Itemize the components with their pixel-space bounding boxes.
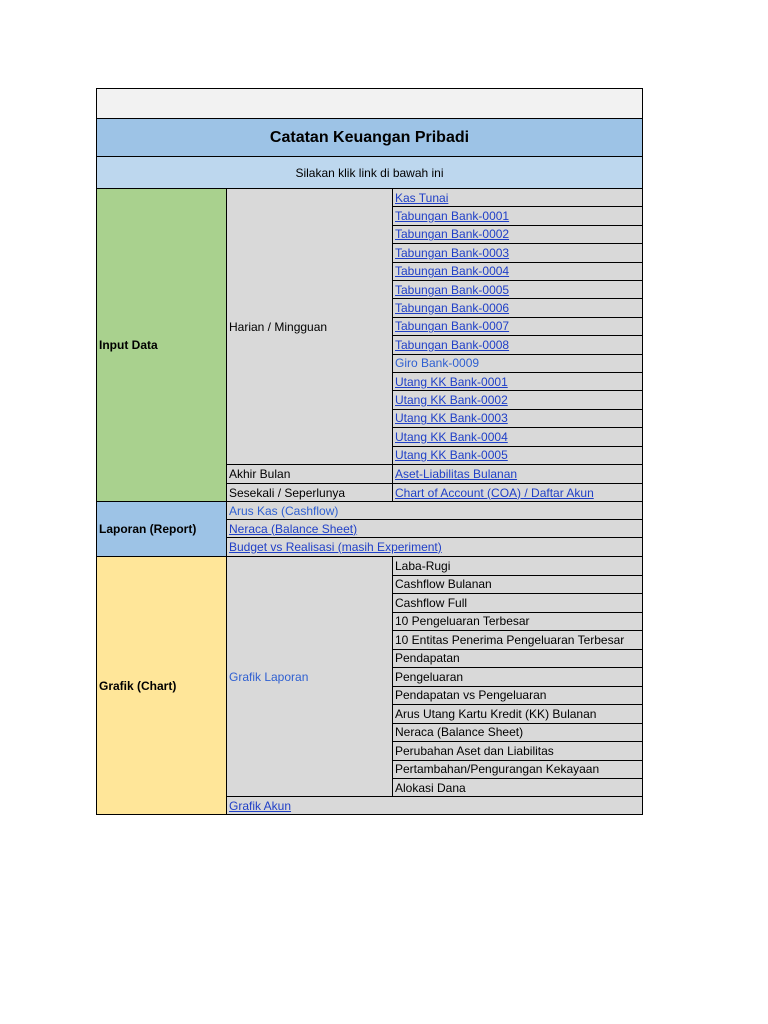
section-input-data: Input Data bbox=[96, 188, 227, 502]
grafik-item[interactable]: Cashflow Full bbox=[392, 593, 643, 613]
grafik-item[interactable]: Laba-Rugi bbox=[392, 556, 643, 576]
link-tabungan-bank-0003[interactable]: Tabungan Bank-0003 bbox=[392, 243, 643, 262]
grafik-item[interactable]: Pendapatan bbox=[392, 649, 643, 669]
link-budget-vs-realisasi[interactable]: Budget vs Realisasi (masih Experiment) bbox=[226, 537, 643, 557]
link-grafik-akun[interactable]: Grafik Akun bbox=[226, 796, 643, 815]
link-chart-of-account[interactable]: Chart of Account (COA) / Daftar Akun bbox=[392, 483, 643, 502]
section-grafik: Grafik (Chart) bbox=[96, 556, 227, 815]
grafik-item[interactable]: Pendapatan vs Pengeluaran bbox=[392, 686, 643, 706]
section-laporan: Laporan (Report) bbox=[96, 501, 227, 557]
blank-header-row bbox=[96, 88, 643, 119]
grafik-item[interactable]: 10 Entitas Penerima Pengeluaran Terbesar bbox=[392, 630, 643, 650]
grafik-item[interactable]: Pertambahan/Pengurangan Kekayaan bbox=[392, 760, 643, 780]
page-subtitle: Silakan klik link di bawah ini bbox=[96, 156, 643, 189]
link-tabungan-bank-0002[interactable]: Tabungan Bank-0002 bbox=[392, 225, 643, 244]
link-giro-bank-0009[interactable]: Giro Bank-0009 bbox=[392, 354, 643, 373]
link-tabungan-bank-0008[interactable]: Tabungan Bank-0008 bbox=[392, 335, 643, 354]
link-neraca[interactable]: Neraca (Balance Sheet) bbox=[226, 519, 643, 538]
link-tabungan-bank-0005[interactable]: Tabungan Bank-0005 bbox=[392, 280, 643, 299]
grafik-item[interactable]: Pengeluaran bbox=[392, 667, 643, 687]
link-tabungan-bank-0006[interactable]: Tabungan Bank-0006 bbox=[392, 298, 643, 317]
link-utang-kk-bank-0005[interactable]: Utang KK Bank-0005 bbox=[392, 446, 643, 465]
link-arus-kas[interactable]: Arus Kas (Cashflow) bbox=[226, 501, 643, 520]
link-grafik-laporan[interactable]: Grafik Laporan bbox=[226, 556, 393, 797]
sesekali-label: Sesekali / Seperlunya bbox=[226, 483, 393, 502]
spreadsheet bbox=[96, 88, 643, 815]
link-utang-kk-bank-0002[interactable]: Utang KK Bank-0002 bbox=[392, 390, 643, 409]
link-kas-tunai[interactable]: Kas Tunai bbox=[392, 188, 643, 207]
link-tabungan-bank-0007[interactable]: Tabungan Bank-0007 bbox=[392, 317, 643, 336]
link-tabungan-bank-0004[interactable]: Tabungan Bank-0004 bbox=[392, 262, 643, 281]
page-title: Catatan Keuangan Pribadi bbox=[96, 118, 643, 157]
grafik-item[interactable]: Neraca (Balance Sheet) bbox=[392, 723, 643, 743]
grafik-item[interactable]: Perubahan Aset dan Liabilitas bbox=[392, 741, 643, 761]
akhir-bulan-label: Akhir Bulan bbox=[226, 464, 393, 484]
grafik-item[interactable]: Arus Utang Kartu Kredit (KK) Bulanan bbox=[392, 704, 643, 724]
harian-mingguan-label: Harian / Mingguan bbox=[226, 188, 393, 465]
grafik-item[interactable]: 10 Pengeluaran Terbesar bbox=[392, 612, 643, 632]
link-utang-kk-bank-0001[interactable]: Utang KK Bank-0001 bbox=[392, 372, 643, 391]
link-aset-liabilitas-bulanan[interactable]: Aset-Liabilitas Bulanan bbox=[392, 464, 643, 484]
grafik-item[interactable]: Alokasi Dana bbox=[392, 778, 643, 798]
grafik-item[interactable]: Cashflow Bulanan bbox=[392, 575, 643, 595]
link-utang-kk-bank-0004[interactable]: Utang KK Bank-0004 bbox=[392, 427, 643, 446]
link-tabungan-bank-0001[interactable]: Tabungan Bank-0001 bbox=[392, 206, 643, 225]
link-utang-kk-bank-0003[interactable]: Utang KK Bank-0003 bbox=[392, 409, 643, 428]
